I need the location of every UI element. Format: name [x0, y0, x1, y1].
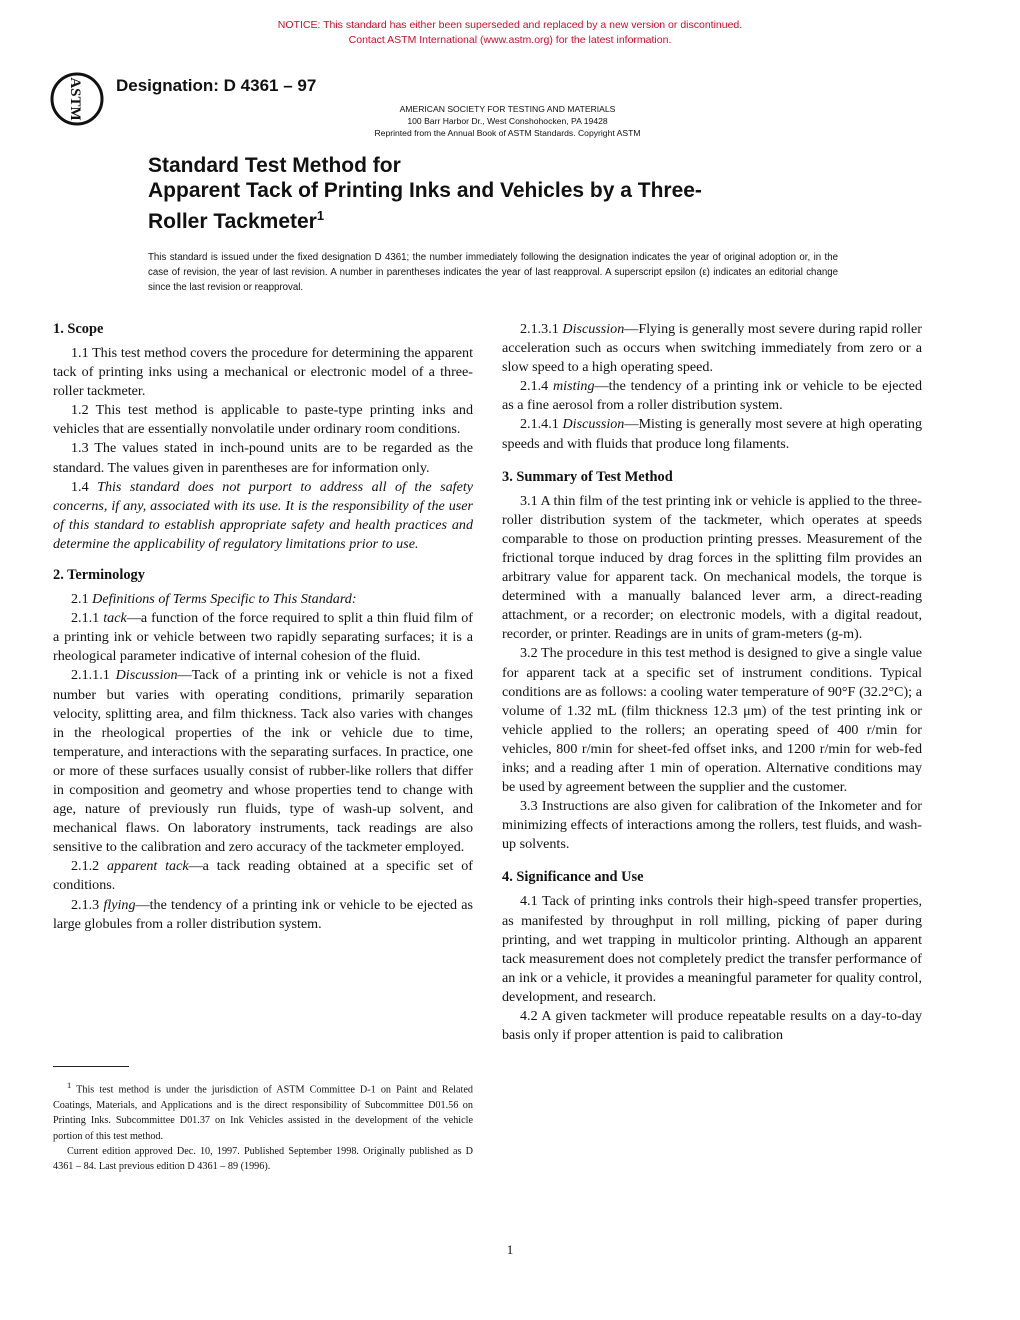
title-line-1: Standard Test Method for	[148, 154, 401, 177]
society-name: AMERICAN SOCIETY FOR TESTING AND MATERIALS	[399, 104, 616, 114]
term-para-2-1-3: 2.1.3 flying—the tendency of a printing ink or vehicle to be ejected as large globules from a roller distribution system.	[53, 896, 473, 932]
significance-para-4-2: 4.2 A given tackmeter will produce repeatable results on a day-to-day basis only if proper attention is paid to calibration	[502, 1008, 922, 1044]
society-block	[330, 103, 685, 139]
scope-para-1-2: 1.2 This test method is applicable to paste-type printing inks and vehicles that are essentially nonvolatile under ordinary room conditions.	[53, 402, 473, 438]
section-heading-terminology: 2. Terminology	[53, 567, 145, 584]
scope-para-1-3: 1.3 The values stated in inch-pound units are to be regarded as the standard. The values given in parentheses are for information only.	[53, 440, 473, 476]
section-heading-scope: 1. Scope	[53, 321, 104, 337]
page-number: 1	[506, 1242, 514, 1257]
term-para-2-1-1-1: 2.1.1.1 Discussion—Tack of a printing ink or vehicle is not a fixed number but varies with operating conditions, primarily separation velocity, splitting area, and film thickness. Tack also varies with changes in the rheological properties of the ink or vehicle due to time, temperature, and interactions with the separating surfaces. In practice, one or more of these surfaces usually consist of rubber-like rollers that differ in composition and geometry and whose properties tend to change with age, nature of previously run fluids, type of wash-up solvent, and mechanical flaws. On laboratory instruments, tack readings are also sensitive to the calibration and zero accuracy of the tackmeter employed.	[53, 667, 473, 856]
footnote-2: Current edition approved Dec. 10, 1997. Published September 1998. Originally published as D 4361 – 84. Last previous edition D 4361 – 89 (1996).	[53, 1146, 473, 1173]
supersession-notice	[0, 18, 1020, 48]
scope-para-1-1: 1.1 This test method covers the procedure for determining the apparent tack of printing inks using a mechanical or electronic model of a three-roller tackmeter.	[53, 345, 473, 400]
left-column	[53, 320, 473, 934]
notice-line-2: Contact ASTM International (www.astm.org) for the latest information.	[348, 34, 672, 46]
term-para-2-1: 2.1 Definitions of Terms Specific to This Standard:	[71, 591, 357, 608]
reprint-line: Reprinted from the Annual Book of ASTM Standards. Copyright ASTM	[374, 128, 641, 138]
summary-para-3-3: 3.3 Instructions are also given for calibration of the Inkometer and for minimizing effects of interactions among the rollers, test fluids, and wash-up solvents.	[502, 798, 922, 853]
section-heading-summary: 3. Summary of Test Method	[502, 468, 673, 485]
right-column	[502, 320, 922, 1045]
notice-line-1: NOTICE: This standard has either been superseded and replaced by a new version or discontinued.	[277, 19, 743, 31]
summary-para-3-2: 3.2 The procedure in this test method is designed to give a single value for apparent tack at a specific set of instrument conditions. Typical conditions are as follows: a cooling water temperature of 90°F (32.2°C); a volume of 1.32 mL (film thickness 12.3 μm) of the test printing ink or vehicle applied to the rollers; an operating speed of 400 r/min for vehicles, 800 r/min for sheet-fed offset inks, and 1200 r/min for web-fed inks; and a reading after 1 min of operation. Alternative conditions may be used by agreement between the supplier and the customer.	[502, 645, 922, 796]
section-heading-significance: 4. Significance and Use	[502, 869, 644, 886]
document-title	[148, 153, 808, 234]
title-line-3: Roller Tackmeter	[148, 210, 317, 233]
astm-logo-icon	[50, 72, 104, 126]
footnote-1: $^1$ This test method is under the jurisdiction of ASTM Committee D-1 on Paint and Related Coatings, Materials, and Applications and is the direct responsibility of Subcommittee D01.56 on Printing Inks. Subcommittee D01.37 on Ink Vehicles assisted in the development of the vehicle portion of this test method.	[53, 1080, 473, 1142]
issuance-statement: This standard is issued under the fixed designation D 4361; the number immediately following the designation indicates the year of original adoption or, in the case of revision, the year of last revision. A number in parentheses indicates the year of last reapproval. A superscript epsilon (ε) indicates an editorial change since the last revision or reapproval.	[148, 252, 838, 293]
term-para-2-1-4: 2.1.4 misting—the tendency of a printing ink or vehicle to be ejected as a fine aerosol from a roller distribution system.	[502, 378, 922, 414]
significance-para-4-1: 4.1 Tack of printing inks controls their high-speed transfer properties, as manifested by throughput in roll milling, picking of paper during printing, and wet trapping in multicolor printing. Although an apparent tack measurement does not completely predict the transfer performance of an ink or a vehicle, it provides a meaningful parameter for quality control, development, and research.	[502, 893, 922, 1005]
term-para-2-1-1: 2.1.1 tack—a function of the force required to split a thin fluid film of a printing ink or vehicle between two rapidly separating surfaces; it is a rheological parameter indicative of internal cohesion of the fluid.	[53, 610, 473, 665]
logo-text: ASTM	[67, 77, 83, 121]
scope-para-1-4: 1.4 This standard does not purport to address all of the safety concerns, if any, associated with its use. It is the responsibility of the user of this standard to establish appropriate safety and health practices and determine the applicability of regulatory limitations prior to use.	[53, 478, 473, 552]
title-line-2: Apparent Tack of Printing Inks and Vehicles by a Three-	[148, 179, 702, 202]
society-address: 100 Barr Harbor Dr., West Conshohocken, PA 19428	[407, 116, 608, 126]
footnote-divider	[53, 1066, 129, 1067]
designation: Designation: D 4361 – 97	[116, 76, 317, 95]
footnotes	[53, 1078, 473, 1175]
title-footnote-mark: 1	[316, 208, 325, 223]
summary-para-3-1: 3.1 A thin film of the test printing ink or vehicle is applied to the three-roller distribution system of the tackmeter, which operates at speeds comparable to those on production printing presses. Measurement of the frictional torque induced by drag forces in the splitting film provides an arbitrary value for apparent tack. On mechanical models, the torque is determined with a manually balanced lever arm, a direct-reading attachment, or a recorder; on electronic models, with a digital readout, recorder, or printer. Readings are in units of gram-meters (g-m).	[502, 492, 922, 643]
term-para-2-1-2: 2.1.2 apparent tack—a tack reading obtained at a specific set of conditions.	[53, 858, 473, 894]
term-para-2-1-3-1: 2.1.3.1 Discussion—Flying is generally most severe during rapid roller acceleration such as occurs when switching immediately from zero or a slow speed to a high operating speed.	[502, 321, 922, 376]
term-para-2-1-4-1: 2.1.4.1 Discussion—Misting is generally most severe at high operating speeds and with fluids that produce long filaments.	[502, 416, 922, 452]
